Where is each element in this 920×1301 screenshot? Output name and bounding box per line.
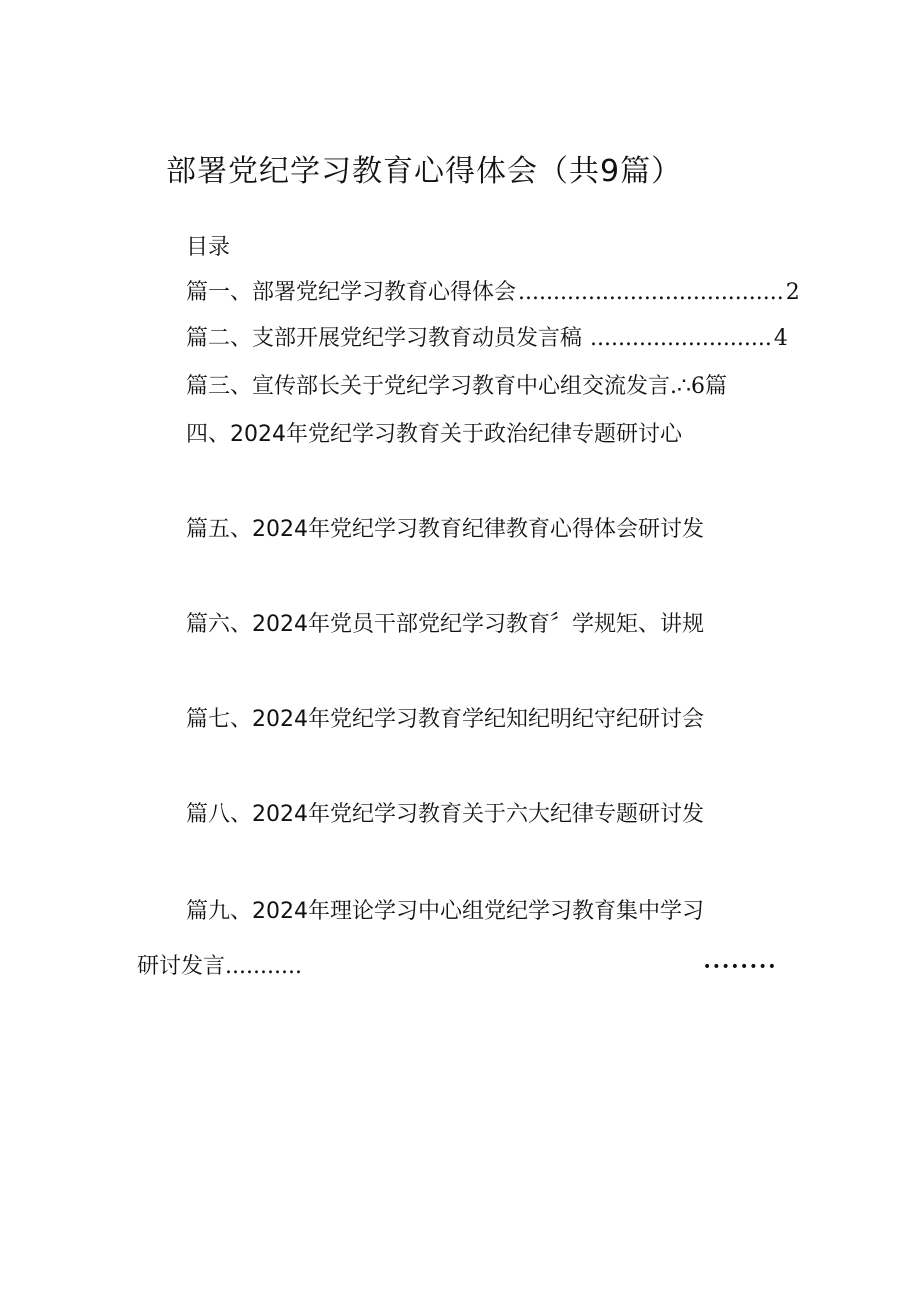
toc-entry-7[interactable] — [186, 705, 704, 735]
toc-entry-10-text: 研讨发言 — [137, 954, 226, 979]
toc-heading: 目录 — [186, 235, 231, 260]
toc-entry-8[interactable] — [186, 800, 704, 830]
toc-entry-10-tail: •••••••• — [703, 959, 778, 975]
toc-entry-4-text: 四、2024年党纪学习教育关于政治纪律专题研讨心 — [186, 422, 682, 447]
toc-entry-1-page: 2 — [785, 280, 800, 305]
toc-entry-4[interactable] — [186, 420, 682, 450]
toc-entry-3-leader: .∴ — [670, 374, 692, 399]
toc-entry-2[interactable] — [186, 324, 788, 354]
toc-entry-5[interactable] — [186, 515, 704, 545]
toc-entry-1-text: 篇一、部署党纪学习教育心得体会 — [186, 280, 517, 305]
toc-entry-2-leader: .......................... — [590, 326, 772, 351]
toc-entry-8-text: 篇八、2024年党纪学习教育关于六大纪律专题研讨发 — [186, 802, 704, 827]
toc-entry-9-continuation[interactable] — [137, 952, 302, 982]
document-title: 部署党纪学习教育心得体会（共9篇） — [166, 154, 683, 189]
toc-entry-6-text: 篇六、2024年党员干部党纪学习教育〞学规矩、讲规 — [186, 612, 704, 637]
toc-entry-5-text: 篇五、2024年党纪学习教育纪律教育心得体会研讨发 — [186, 517, 704, 542]
toc-entry-10-leader: ........... — [225, 954, 302, 979]
toc-entry-9[interactable] — [186, 897, 704, 927]
toc-entry-2-page: 4 — [773, 326, 788, 351]
toc-entry-1[interactable] — [186, 278, 800, 308]
toc-entry-3-tail: 篇 — [705, 374, 728, 399]
toc-entry-2-text: 篇二、支部开展党纪学习教育动员发言稿 — [186, 326, 583, 351]
toc-entry-3-page: 6 — [691, 374, 706, 399]
toc-entry-3[interactable] — [186, 372, 727, 402]
toc-entry-7-text: 篇七、2024年党纪学习教育学纪知纪明纪守纪研讨会 — [186, 707, 704, 732]
toc-entry-3-text: 篇三、宣传部长关于党纪学习教育中心组交流发言 — [186, 374, 671, 399]
toc-entry-1-leader: ...................................... — [518, 280, 784, 305]
toc-entry-6[interactable] — [186, 610, 704, 640]
toc-entry-9-text: 篇九、2024年理论学习中心组党纪学习教育集中学习 — [186, 899, 704, 924]
